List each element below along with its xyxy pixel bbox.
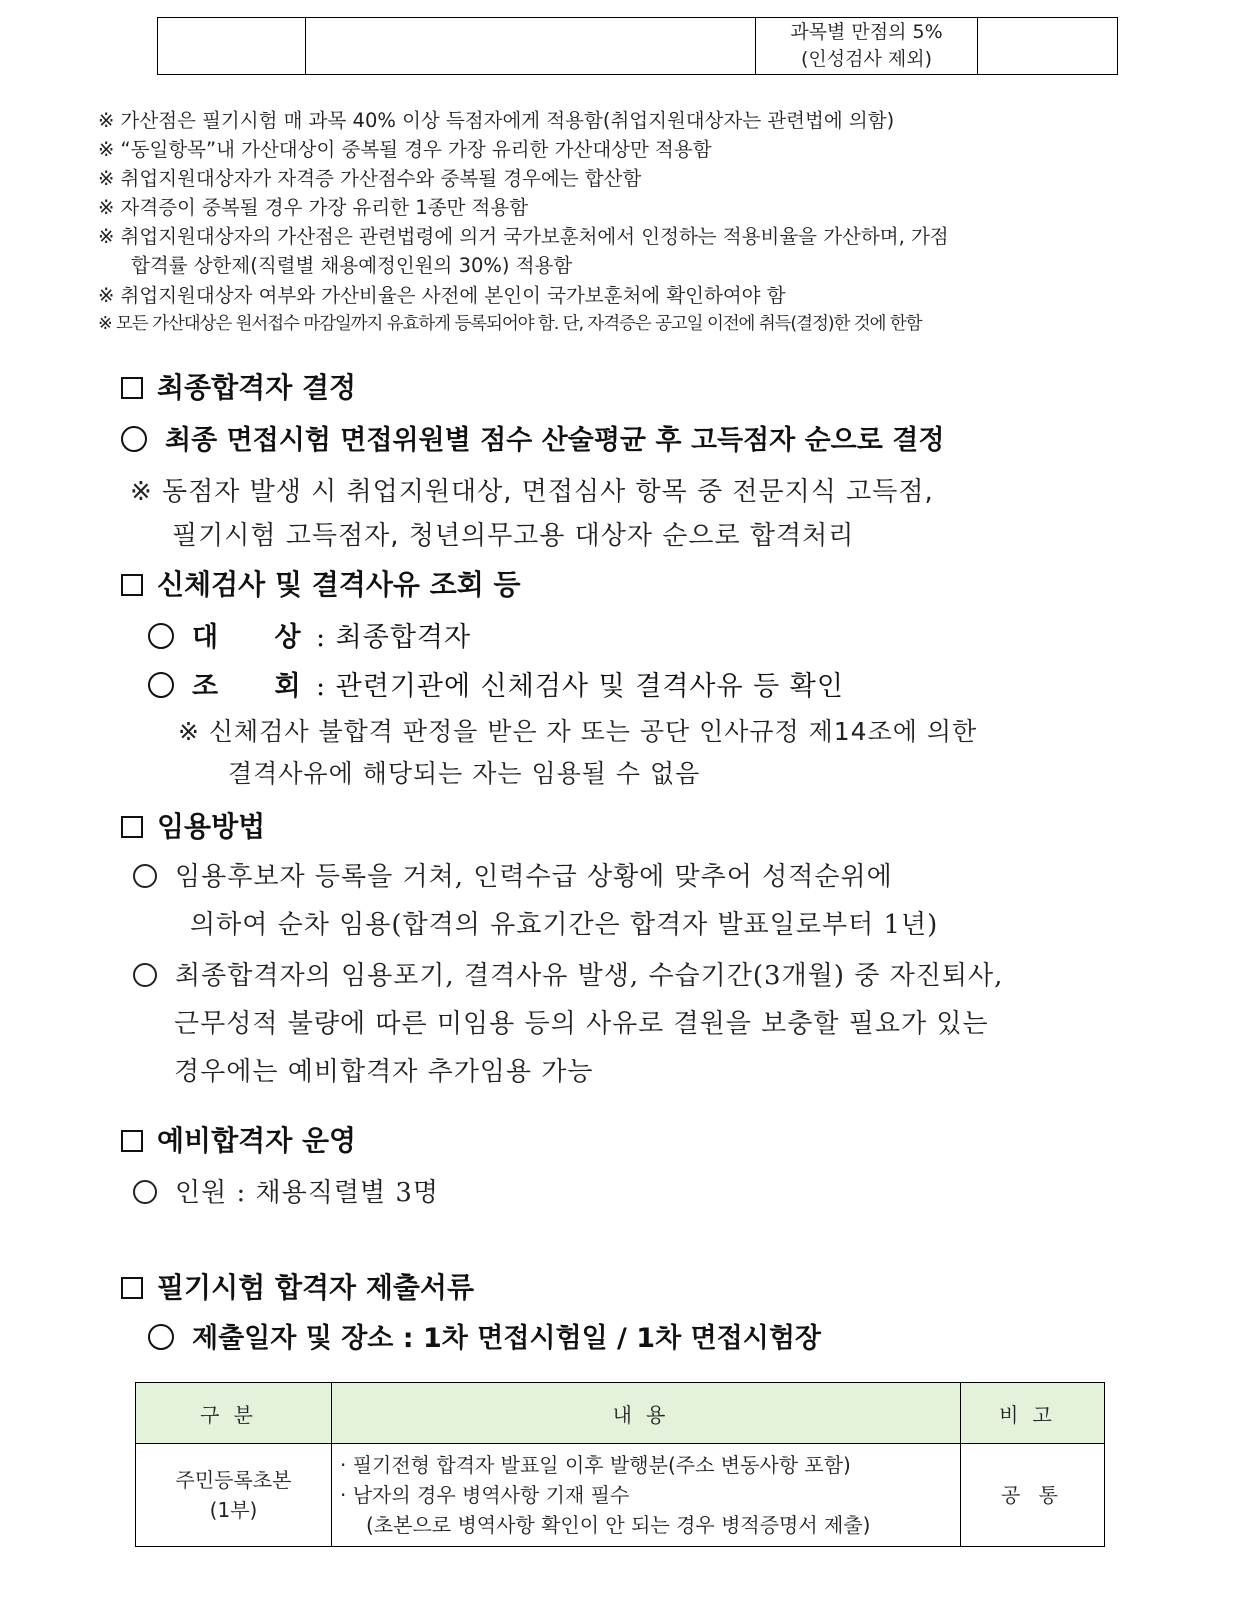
appointment-item1-line2: 의하여 순차 임용(합격의 유효기간은 합격자 발표일로부터 1년) (190, 910, 939, 940)
table-header-content: 내용 (332, 1383, 961, 1444)
circle-bullet-icon (148, 672, 174, 698)
checkbox-square-icon (121, 377, 143, 399)
table-cell-empty (978, 18, 1118, 75)
table-cell-remark: 공 통 (961, 1444, 1105, 1547)
note-bonus-rule-3: ※ 취업지원대상자가 자격증 가산점수와 중복될 경우에는 합산함 (98, 167, 642, 190)
section-heading-appointment: 임용방법 (121, 805, 265, 845)
final-decision-item: 최종 면접시험 면접위원별 점수 산술평균 후 고득점자 순으로 결정 (121, 418, 944, 457)
physical-target-value: : 최종합격자 (315, 622, 472, 653)
note-bonus-rule-4: ※ 자격증이 중복될 경우 가장 유리한 1종만 적용함 (98, 196, 529, 219)
cell-text-line: 과목별 만점의 5% (790, 21, 943, 43)
section-heading-physical: 신체검사 및 결격사유 조회 등 (121, 563, 521, 603)
note-bonus-rule-7: ※ 모든 가산대상은 원서접수 마감일까지 유효하게 등록되어야 함. 단, 자격증은 공고일 이전에 취득(결정)한 것에 한함 (98, 314, 922, 334)
table-header-row (136, 1383, 1105, 1444)
content-bullet: · 남자의 경우 병역사항 기재 필수 (340, 1483, 630, 1507)
circle-bullet-icon (133, 963, 157, 987)
documents-table (135, 1382, 1105, 1547)
appointment-item2-line2: 근무성적 불량에 따른 미임용 등의 사유로 결원을 보충할 필요가 있는 (174, 1009, 989, 1039)
final-tie-note-line2: 필기시험 고득점자, 청년의무고용 대상자 순으로 합격처리 (172, 521, 855, 551)
physical-target-label: 대 상 (192, 622, 301, 653)
content-subnote: (초본으로 병역사항 확인이 안 되는 경우 병적증명서 제출) (366, 1513, 871, 1537)
documents-submission-item: 제출일자 및 장소 : 1차 면접시험일 / 1차 면접시험장 (148, 1316, 821, 1355)
circle-bullet-icon (148, 1324, 174, 1350)
table-cell-content (332, 1444, 961, 1547)
note-bonus-rule-2: ※ “동일항목”내 가산대상이 중복될 경우 가장 유리한 가산대상만 적용함 (98, 138, 712, 161)
physical-note-line2: 결격사유에 해당되는 자는 임용될 수 없음 (228, 759, 701, 788)
table-cell-category: 주민등록초본 (1부) (136, 1444, 332, 1547)
note-bonus-rule-5: ※ 취업지원대상자의 가산점은 관련법령에 의거 국가보훈처에서 인정하는 적용비율을 가산하며, 가점 (98, 225, 949, 248)
physical-check-row (148, 664, 844, 703)
appointment-item2-line1: 최종합격자의 임용포기, 결격사유 발생, 수습기간(3개월) 중 자진퇴사, (133, 955, 1003, 992)
physical-check-label: 조 회 (192, 671, 301, 702)
circle-bullet-icon (133, 864, 157, 888)
circle-bullet-icon (121, 426, 147, 452)
content-bullet: · 필기전형 합격자 발표일 이후 발행분(주소 변동사항 포함) (340, 1453, 851, 1477)
appointment-item2-line3: 경우에는 예비합격자 추가임용 가능 (174, 1057, 594, 1087)
appointment-item1-line1: 임용후보자 등록을 거쳐, 인력수급 상황에 맞추어 성적순위에 (133, 856, 893, 893)
final-tie-note-line1: ※ 동점자 발생 시 취업지원대상, 면접심사 항목 중 전문지식 고득점, (130, 477, 934, 507)
table-cell-empty (158, 18, 306, 75)
table-header-category: 구분 (136, 1383, 332, 1444)
checkbox-square-icon (121, 816, 143, 838)
section-heading-documents: 필기시험 합격자 제출서류 (121, 1266, 474, 1306)
physical-note-line1: ※ 신체검사 불합격 판정을 받은 자 또는 공단 인사규정 제14조에 의한 (178, 717, 978, 746)
table-header-remark: 비고 (961, 1383, 1105, 1444)
note-bonus-rule-5-cont: 합격률 상한제(직렬별 채용예정인원의 30%) 적용함 (131, 254, 573, 277)
reserve-item: 인원 : 채용직렬별 3명 (133, 1172, 439, 1209)
physical-check-value: : 관련기관에 신체검사 및 결격사유 등 확인 (315, 671, 844, 702)
checkbox-square-icon (121, 1130, 143, 1152)
circle-bullet-icon (133, 1180, 157, 1204)
section-heading-final: 최종합격자 결정 (121, 366, 356, 406)
circle-bullet-icon (148, 623, 174, 649)
cell-text-line: (인성검사 제외) (801, 48, 932, 70)
checkbox-square-icon (121, 574, 143, 596)
note-bonus-rule-6: ※ 취업지원대상자 여부와 가산비율은 사전에 본인이 국가보훈처에 확인하여야 함 (98, 284, 786, 307)
table-cell-empty (306, 18, 756, 75)
physical-target-row (148, 615, 471, 654)
table-row (136, 1444, 1105, 1547)
checkbox-square-icon (121, 1277, 143, 1299)
bonus-points-table-fragment (157, 17, 1118, 75)
table-row (158, 18, 1118, 75)
section-heading-reserve: 예비합격자 운영 (121, 1119, 356, 1159)
table-cell-bonus-rate (756, 18, 978, 75)
note-bonus-rule-1: ※ 가산점은 필기시험 매 과목 40% 이상 득점자에게 적용함(취업지원대상자는 관련법에 의함) (98, 109, 895, 132)
